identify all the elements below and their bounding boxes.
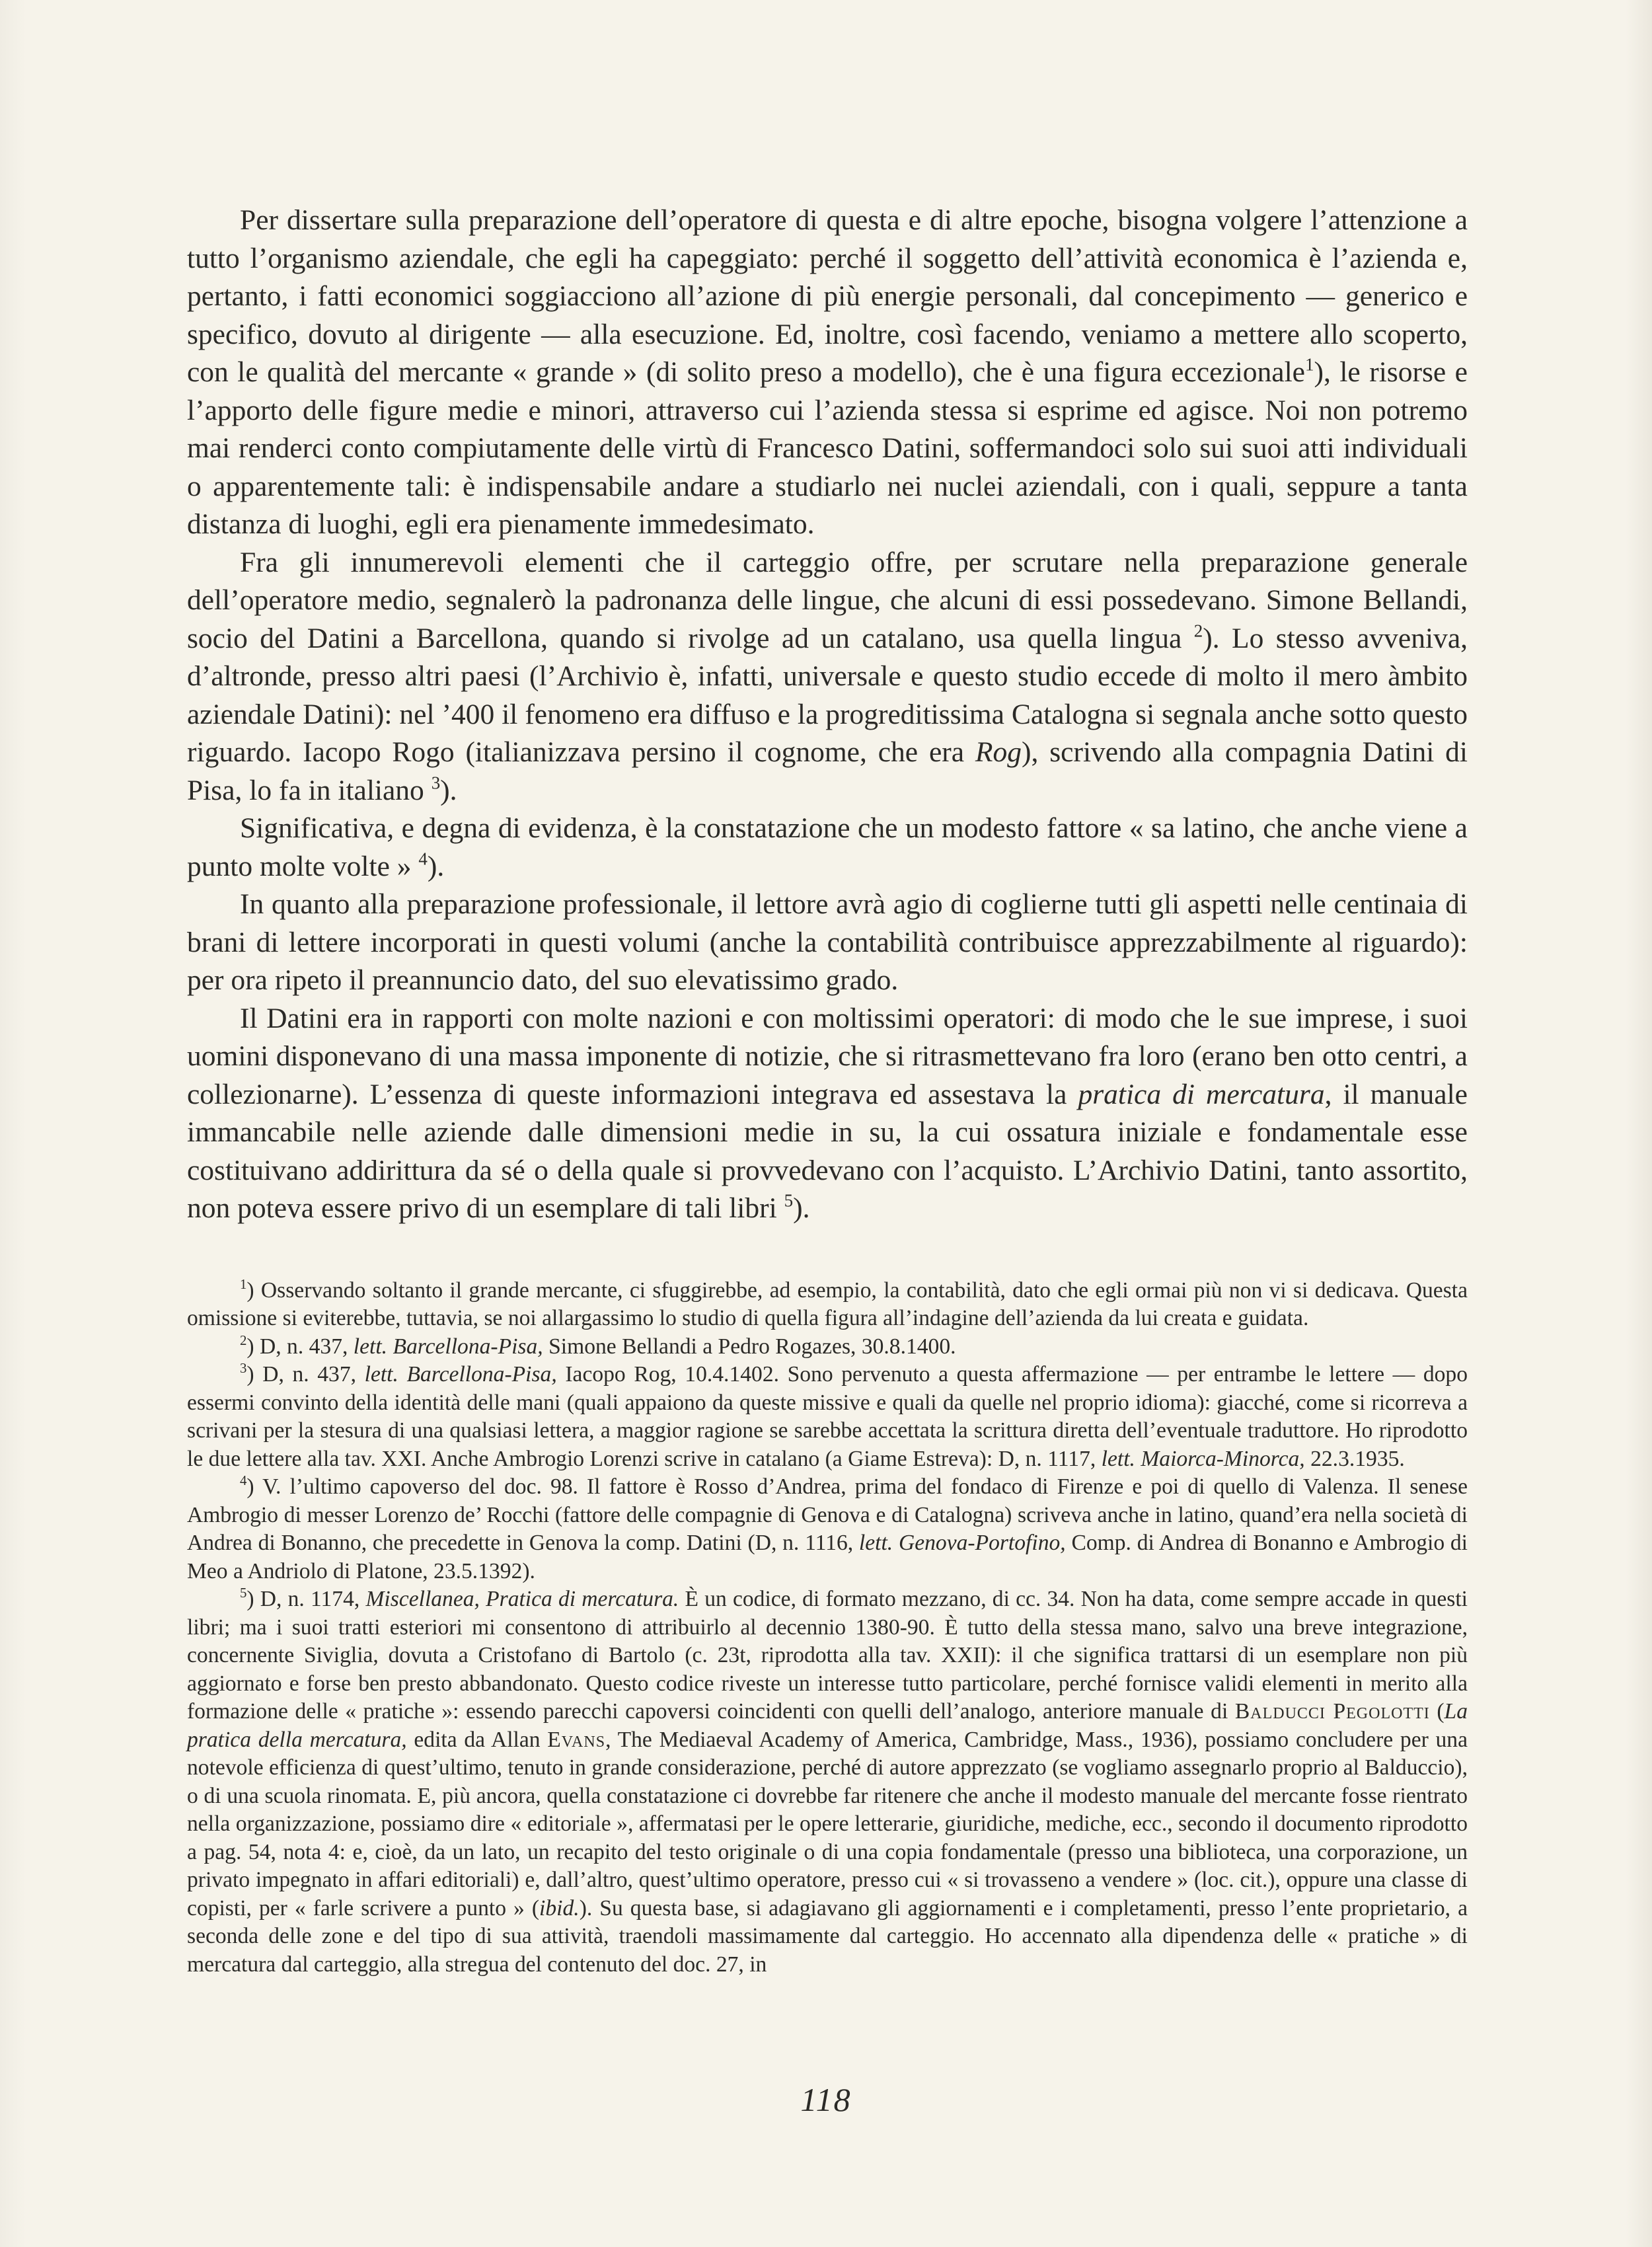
footnote-number: 4 bbox=[240, 1472, 247, 1489]
footnote-2: $^2$) D, n. 437, lett. Barcellona-Pisa, Simone Bellandi a Pedro Rogazes, 30.8.1400. bbox=[240, 1332, 956, 1359]
footnote-ref-1[interactable]: 1 bbox=[1304, 354, 1314, 375]
footnote-ref-3[interactable]: 3 bbox=[431, 772, 441, 792]
footnote-number: 3 bbox=[240, 1360, 247, 1377]
footnote-ref-2[interactable]: 2 bbox=[1193, 620, 1203, 640]
footnote-ref-5[interactable]: 5 bbox=[784, 1190, 794, 1211]
text-column bbox=[187, 202, 1468, 1979]
footnote-ref-4[interactable]: 4 bbox=[418, 848, 428, 868]
footnote-3: $^3$) D, n. 437, lett. Barcellona-Pisa, Iacopo Rog, 10.4.1402. Sono pervenuto a questa affermazione — per entrambe le lettere — dopo essermi convinto della identità delle mani (quali appaiono da queste missive e quali da quelle nel proprio idioma): giacché, come si ricorreva a scrivani per la stesura di una qualsiasi lettera, a maggior ragione se sarebbe accettata la scrittura diretta dell’eventuale traduttore. Ho riprodotto le due lettere alla tav. XXI. Anche Ambrogio Lorenzi scrive in catalano (a Giame Estreva): D, n. 1117, lett. Maiorca-Minorca, 22.3.1935. bbox=[187, 1360, 1468, 1471]
footnote-number: 1 bbox=[240, 1276, 247, 1292]
footnote-number: 2 bbox=[240, 1332, 247, 1348]
footnote-1: $^1$) Osservando soltanto il grande mercante, ci sfuggirebbe, ad esempio, la contabilità, dato che egli ormai più non vi si dedicava. Questa omissione si eviterebbe, tuttavia, se noi allargassimo lo studio di quella figura all’indagine dell’azienda da lui creata e guidata. bbox=[187, 1276, 1468, 1330]
paragraph-2: Fra gli innumerevoli elementi che il carteggio offre, per scrutare nella preparazione generale dell’operatore medio, segnalerò la padronanza delle lingue, che alcuni di essi possedevano. Simone Bellandi, socio del Datini a Barcellona, quando si rivolge ad un catalano, usa quella lingua $^2$). Lo stesso avveniva, d’altronde, presso altri paesi (l’Archivio è, infatti, universale e questo studio eccede di molto il mero àmbito aziendale Datini): nel ’400 il fenomeno era diffuso e la progreditissima Catalogna si segnala anche sotto questo riguardo. Iacopo Rogo (italianizzava persino il cognome, che era Rog), scrivendo alla compagnia Datini di Pisa, lo fa in italiano $^3$). bbox=[187, 546, 1468, 806]
body-text bbox=[187, 202, 1468, 1228]
paragraph-4: In quanto alla preparazione professionale, il lettore avrà agio di coglierne tutti gli aspetti nelle centinaia di brani di lettere incorporati in questi volumi (anche la contabilità contribuisce apprezzabilmente al riguardo): per ora ripeto il preannuncio dato, del suo elevatissimo grado. bbox=[187, 888, 1468, 996]
italic-term: pratica di mercatura bbox=[1078, 1078, 1325, 1110]
page-number: 118 bbox=[800, 2081, 852, 2118]
footnote-4: $^4$) V. l’ultimo capoverso del doc. 98. Il fattore è Rosso d’Andrea, prima del fondaco di Firenze e poi di quello di Valenza. Il senese Ambrogio di messer Lorenzo de’ Rocchi (fattore delle compagnie di Genova e di Catalogna) scriveva anche in latino, quand’era nella società di Andrea di Bonanno, che precedette in Genova la comp. Datini (D, n. 1116, lett. Genova-Portofino, Comp. di Andrea di Bonanno e Ambrogio di Meo a Andriolo di Platone, 23.5.1392). bbox=[187, 1472, 1468, 1583]
paragraph-1: Per dissertare sulla preparazione dell’operatore di questa e di altre epoche, bisogna volgere l’attenzione a tutto l’organismo aziendale, che egli ha capeggiato: perché il soggetto dell’attività economica è l’azienda e, pertanto, i fatti economici soggiacciono all’azione di più energie personali, dal concepimento — generico e specifico, dovuto al dirigente — alla esecuzione. Ed, inoltre, così facendo, veniamo a mettere allo scoperto, con le qualità del mercante « grande » (di solito preso a modello), che è una figura eccezionale$^1$), le risorse e l’apporto delle figure medie e minori, attraverso cui l’azienda stessa si esprime ed agisce. Noi non potremo mai renderci conto compiutamente delle virtù di Francesco Datini, soffermandoci solo sui suoi atti individuali o apparentemente tali: è indispensabile andare a studiarlo nei nuclei aziendali, con i quali, seppure a tanta distanza di luoghi, egli era pienamente immedesimato. bbox=[187, 204, 1468, 540]
footnote-number: 5 bbox=[240, 1585, 247, 1601]
italic-term: Rog bbox=[975, 736, 1022, 768]
footnotes bbox=[187, 1277, 1468, 1979]
paragraph-3: Significativa, e degna di evidenza, è la constatazione che un modesto fattore « sa latino, che anche viene a punto molte volte » $^4$). bbox=[187, 812, 1468, 882]
footnote-5: $^5$) D, n. 1174, Miscellanea, Pratica di mercatura. È un codice, di formato mezzano, di cc. 34. Non ha data, come sempre accade in questi libri; ma i suoi tratti esteriori mi consentono di attribuirlo al decennio 1380-90. È tutto della stessa mano, salvo una breve integrazione, concernente Siviglia, dovuta a Cristofano di Bartolo (c. 23t, riprodotta alla tav. XXII): il che significa trattarsi di un esemplare non più aggiornato e forse ben presto abbandonato. Questo codice riveste un interesse tutto particolare, perché fornisce validi elementi in merito alla formazione delle « pratiche »: essendo parecchi capoversi coincidenti con quelli dell’analogo, anteriore manuale di Balducci Pegolotti (La pratica della mercatura, edita da Allan Evans, The Mediaeval Academy of America, Cambridge, Mass., 1936), possiamo concludere per una notevole efficienza di quest’ultimo, tenuto in grande considerazione, perché di autore apprezzato (se vogliamo assegnarlo proprio al Balduccio), o di una scuola rinomata. E, più ancora, quella constatazione ci dovrebbe far ritenere che anche il modesto manuale del mercante fosse rientrato nella organizzazione, possiamo dire « editoriale », affermatasi per le opere letterarie, giuridiche, mediche, ecc., secondo il documento riprodotto a pag. 54, nota 4: e, cioè, da un lato, un recapito del testo originale o di una copia fondamentale (presso una biblioteca, una corporazione, un privato impegnato in affari editoriali) e, dall’altro, quest’ultimo operatore, presso cui « si trovasseno a vendere » (loc. cit.), oppure una classe di copisti, per « farle scrivere a punto » (ibid.). Su questa base, si adagiavano gli aggiornamenti e i completamenti, presso l’ente proprietario, a seconda delle zone e del tipo di sua attività, traendoli massimamente dal carteggio. Ho accennato alla dipendenza delle « pratiche » di mercatura dal carteggio, alla stregua del contenuto del doc. 27, in bbox=[187, 1585, 1468, 1977]
paragraph-5: Il Datini era in rapporti con molte nazioni e con moltissimi operatori: di modo che le sue imprese, i suoi uomini disponevano di una massa imponente di notizie, che si ritrasmettevano fra loro (erano ben otto centri, a collezionarne). L’essenza di queste informazioni integrava ed assestava la pratica di mercatura, il manuale immancabile nelle aziende dalle dimensioni medie in su, la cui ossatura iniziale e fondamentale esse costituivano addirittura da sé o della quale si provvedevano con l’acquisto. L’Archivio Datini, tanto assortito, non poteva essere privo di un esemplare di tali libri $^5$). bbox=[187, 1002, 1468, 1224]
